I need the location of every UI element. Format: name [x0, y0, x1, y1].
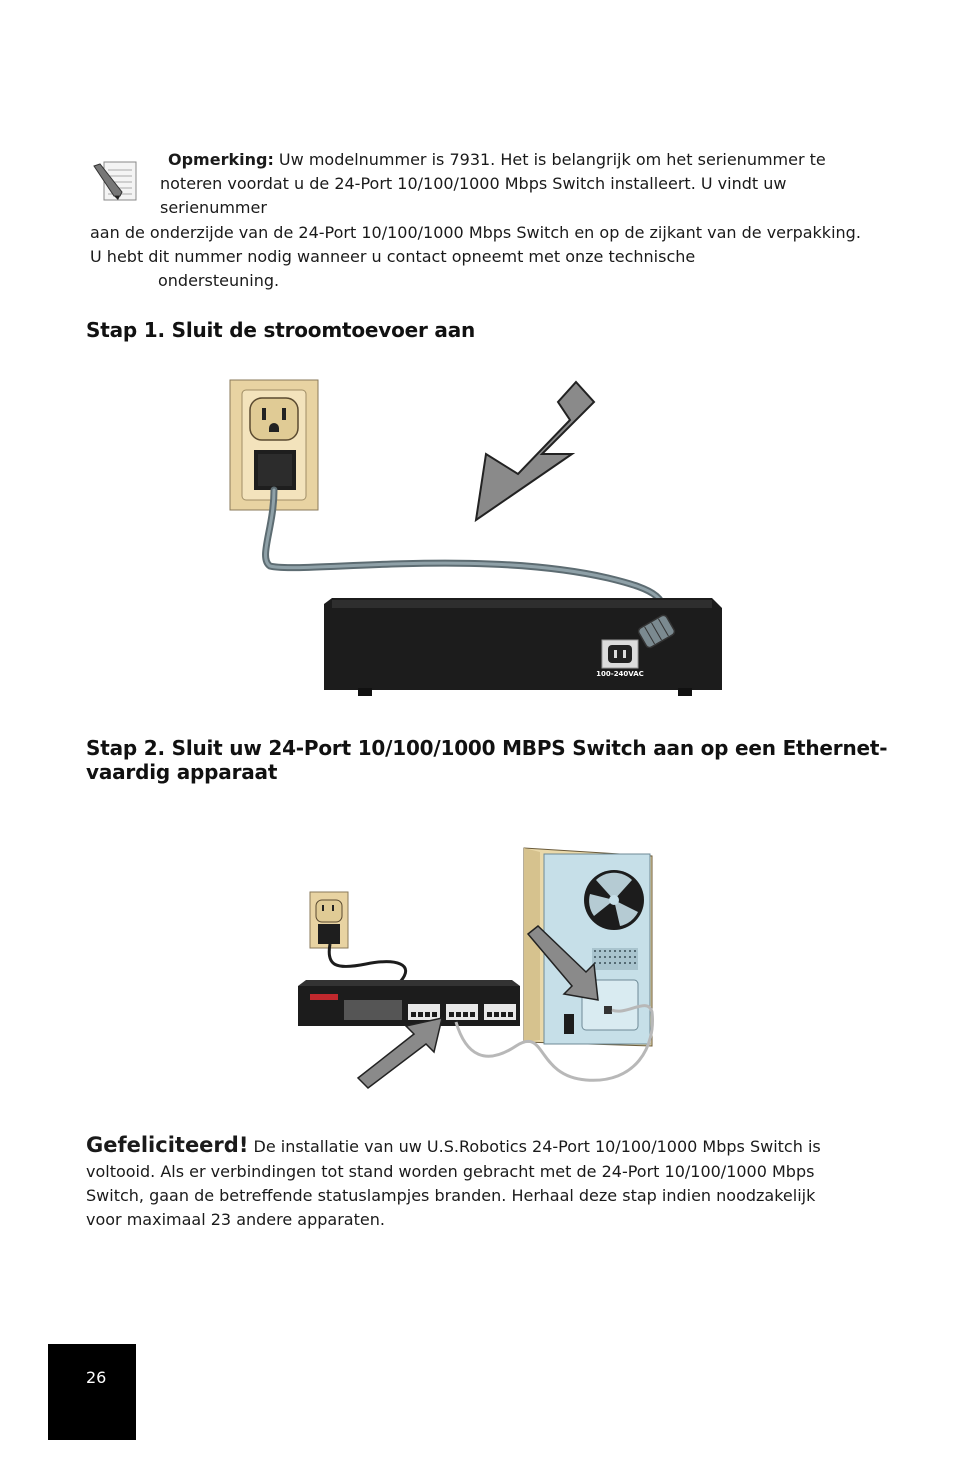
- note-line-4: aan de onderzijde van de 24-Port 10/100/1000 Mbps Switch en op de zijkant van de verpakking.: [90, 223, 861, 242]
- note-line-2: noteren voordat u de 24-Port 10/100/1000 Mbps Switch installeert. U vindt uw: [160, 174, 787, 193]
- congrats-title: Gefeliciteerd!: [86, 1133, 249, 1157]
- congrats-line-4: voor maximaal 23 andere apparaten.: [86, 1210, 385, 1229]
- step2-heading-line-1: Stap 2. Sluit uw 24-Port 10/100/1000 MBPS Switch aan op een Ethernet-: [86, 736, 888, 760]
- power-label: 100-240VAC: [596, 670, 644, 678]
- congrats-line-3: Switch, gaan de betreffende statuslampjes branden. Herhaal deze stap indien noodzakelijk: [86, 1186, 816, 1205]
- step2-illustration: [296, 846, 658, 1092]
- congrats-line-1: [86, 1133, 821, 1159]
- outlet-socket-icon: [250, 398, 298, 440]
- step2-heading-line-2: vaardig apparaat: [86, 760, 278, 784]
- note-line-6: ondersteuning.: [158, 271, 280, 290]
- arrow-icon: [476, 382, 594, 520]
- switch-device: [324, 598, 722, 690]
- note-line-5: U hebt dit nummer nodig wanneer u contact opneemt met onze technische: [90, 247, 696, 266]
- arrow-icon-switch: [358, 1018, 442, 1088]
- congrats-text-1: De installatie van uw U.S.Robotics 24-Port 10/100/1000 Mbps Switch is: [248, 1137, 821, 1156]
- note-line-3: serienummer: [160, 198, 267, 217]
- note-pad-pencil-icon: [92, 160, 140, 204]
- note-label: Opmerking:: [168, 150, 274, 169]
- usrobotics-logo: [310, 994, 338, 1000]
- page-number-box: [48, 1344, 136, 1440]
- step1-heading: Stap 1. Sluit de stroomtoevoer aan: [86, 318, 476, 342]
- step1-illustration: [228, 378, 728, 698]
- page-number: 26: [86, 1368, 107, 1387]
- congrats-line-2: voltooid. Als er verbindingen tot stand worden gebracht met de 24-Port 10/100/1000 Mbps: [86, 1162, 815, 1181]
- note-line-1: [168, 148, 826, 172]
- note-text-1: Uw modelnummer is 7931. Het is belangrijk om het serienummer te: [273, 150, 826, 169]
